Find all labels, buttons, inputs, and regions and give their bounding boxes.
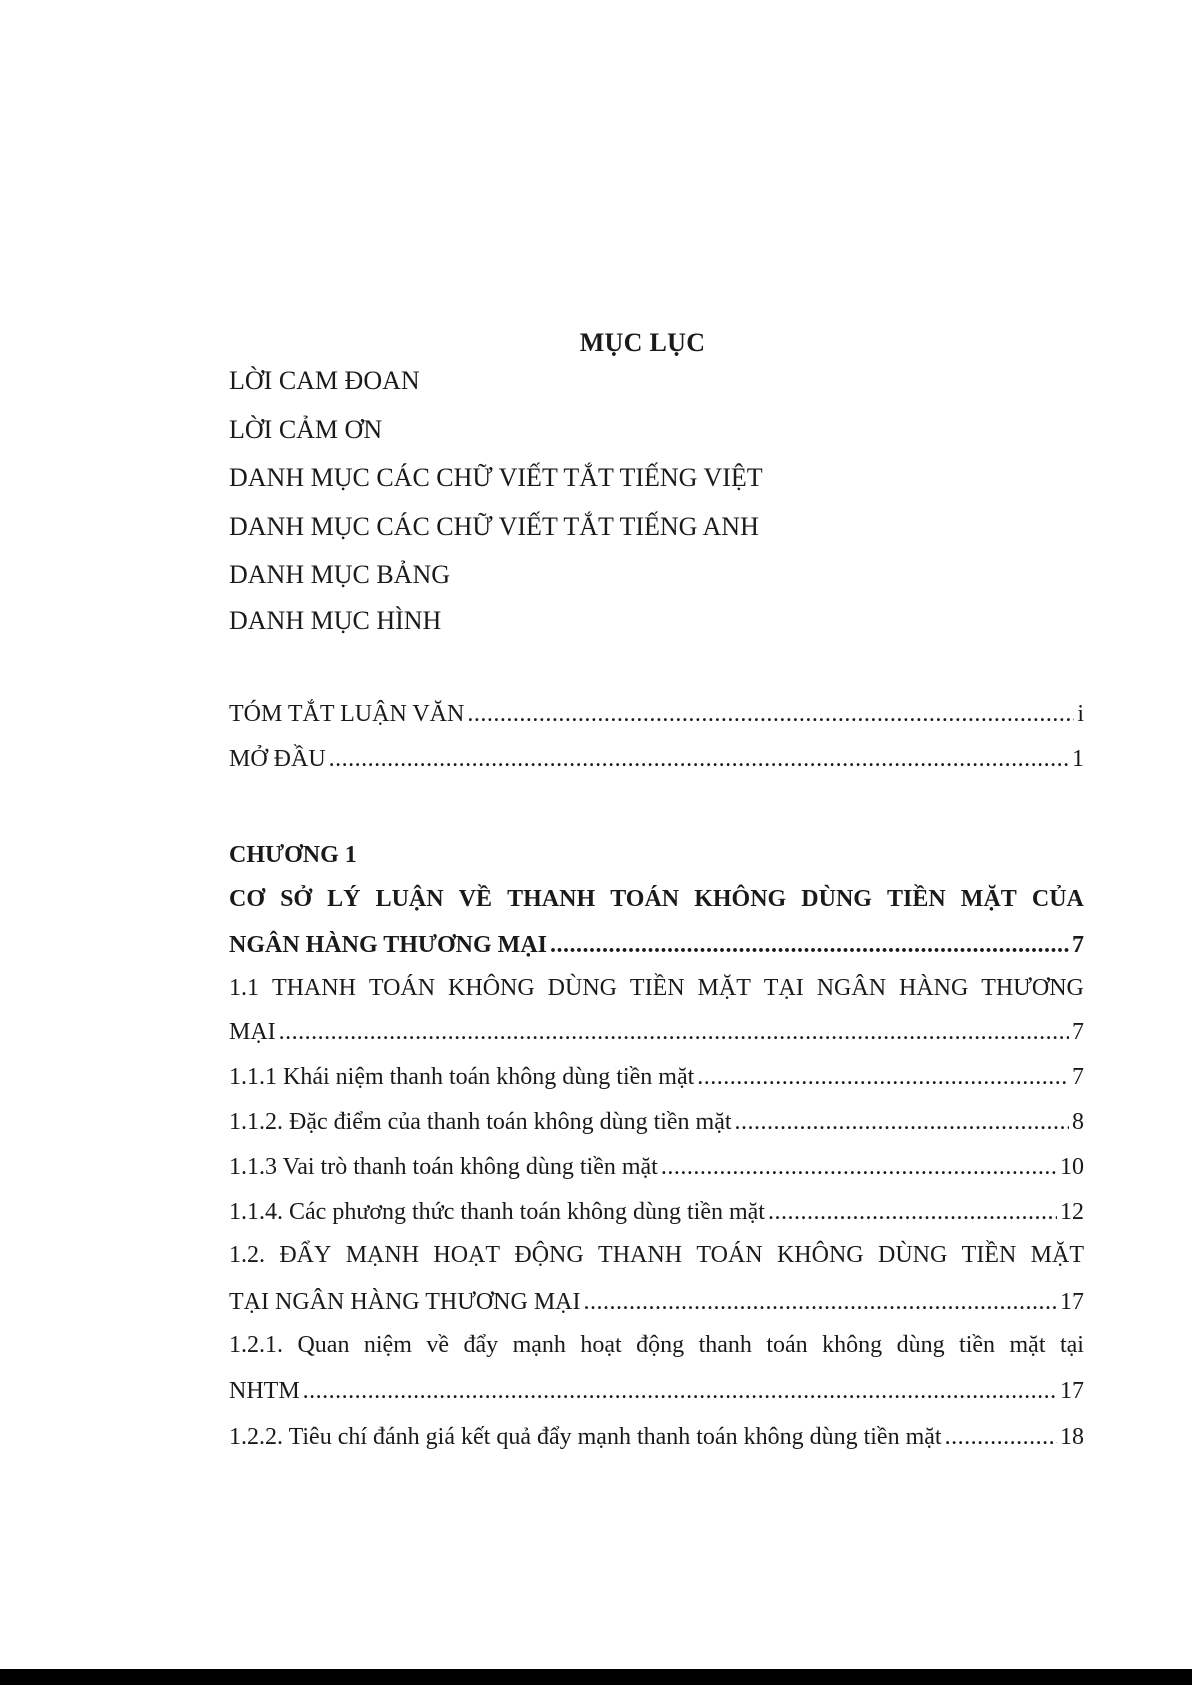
toc-front-item-declaration: LỜI CAM ĐOAN [229,366,420,395]
word: SỞ [280,886,313,912]
word: THƯƠNG [981,975,1084,1001]
word: DÙNG [801,886,872,912]
toc-entry-label: 1.1.2. Đặc điểm của thanh toán không dùng tiền mặt [229,1109,732,1135]
toc-entry-1-2-1[interactable] [229,1378,1084,1405]
word: MẠNH [345,1242,420,1268]
toc-entry-page: 7 [1072,1064,1084,1090]
toc-entry-1-1-3[interactable] [229,1154,1084,1181]
toc-entry-chapter1[interactable] [229,932,1084,959]
toc-entry-page: 10 [1060,1154,1084,1180]
toc-entry-label: TẠI NGÂN HÀNG THƯƠNG MẠI [229,1289,581,1315]
word: THANH [507,886,596,912]
word: đẩy [463,1332,499,1358]
toc-entry-label: MẠI [229,1019,276,1045]
toc-front-item-thanks: LỜI CẢM ƠN [229,415,383,444]
toc-entry-1-1-2[interactable] [229,1109,1084,1136]
leader-dots [945,1424,1057,1451]
word: hoạt [580,1332,622,1358]
word: HÀNG [898,975,969,1001]
word: MẶT [1030,1242,1084,1268]
toc-entry-page: 12 [1060,1199,1084,1225]
leader-dots [550,932,1069,959]
word: NGÂN [816,975,887,1001]
toc-front-item-vn-abbrev: DANH MỤC CÁC CHỮ VIẾT TẮT TIẾNG VIỆT [229,463,763,492]
toc-entry-page: 7 [1072,1019,1084,1045]
toc-entry-summary[interactable] [229,701,1084,728]
word: về [426,1332,449,1358]
chapter-title-line1[interactable] [229,886,1084,913]
toc-entry-label: MỞ ĐẦU [229,746,326,772]
word: ĐỘNG [514,1242,584,1268]
word: ĐẨY [279,1242,332,1268]
word: 1.2.1. [229,1332,283,1358]
toc-entry-label: NGÂN HÀNG THƯƠNG MẠI [229,932,547,958]
toc-entry-1-1-4[interactable] [229,1199,1084,1226]
word: HOẠT [433,1242,501,1268]
toc-entry-label: TÓM TẮT LUẬN VĂN [229,701,465,727]
leader-dots [768,1199,1057,1226]
toc-entry-1-1[interactable] [229,1019,1084,1046]
word: TIỀN [887,886,946,912]
word: TIỀN [961,1242,1017,1268]
leader-dots [279,1019,1069,1046]
toc-entry-page: 1 [1072,746,1084,772]
word: mạnh [512,1332,566,1358]
word: TOÁN [696,1242,763,1268]
toc-entry-label: 1.1.3 Vai trò thanh toán không dùng tiền mặt [229,1154,658,1180]
word: TOÁN [610,886,680,912]
toc-front-item-en-abbrev: DANH MỤC CÁC CHỮ VIẾT TẮT TIẾNG ANH [229,512,759,541]
toc-entry-page: i [1077,701,1084,727]
word: KHÔNG [448,975,535,1001]
toc-entry-label: 1.2.2. Tiêu chí đánh giá kết quả đẩy mạnh thanh toán không dùng tiền mặt [229,1424,942,1450]
toc-entry-page: 8 [1072,1109,1084,1135]
toc-entry-1-2[interactable] [229,1289,1084,1316]
toc-entry-1-2-2[interactable] [229,1424,1084,1451]
toc-front-item-tables: DANH MỤC BẢNG [229,560,451,589]
leader-dots [735,1109,1069,1136]
toc-section-1-1-line1[interactable] [229,975,1084,1002]
word: DÙNG [877,1242,948,1268]
toc-entry-page: 17 [1060,1378,1084,1404]
word: TIỀN [629,975,685,1001]
word: dùng [896,1332,945,1358]
leader-dots [329,746,1069,773]
word: mặt [1009,1332,1046,1358]
word: CỦA [1031,886,1084,912]
bottom-edge-bar [0,1669,1192,1685]
word: 1.2. [229,1242,265,1268]
word: thanh [698,1332,752,1358]
word: THANH [271,975,356,1001]
word: TẠI [763,975,804,1001]
toc-entry-label: 1.1.4. Các phương thức thanh toán không dùng tiền mặt [229,1199,765,1225]
word: THANH [598,1242,683,1268]
toc-entry-label: 1.1.1 Khái niệm thanh toán không dùng tiền mặt [229,1064,695,1090]
toc-entry-page: 17 [1060,1289,1084,1315]
word: MẶT [697,975,751,1001]
word: DÙNG [547,975,617,1001]
leader-dots [583,1289,1057,1316]
word: TOÁN [368,975,436,1001]
toc-entry-label: NHTM [229,1378,300,1404]
toc-entry-page: 7 [1072,932,1084,958]
toc-entry-1-1-1[interactable] [229,1064,1084,1091]
word: KHÔNG [694,886,787,912]
word: tiền [959,1332,996,1358]
word: không [822,1332,883,1358]
toc-title: MỤC LỤC [579,328,706,357]
leader-dots [467,701,1074,728]
leader-dots [303,1378,1057,1405]
word: 1.1 [229,975,259,1001]
toc-entry-page: 18 [1060,1424,1084,1450]
chapter-heading: CHƯƠNG 1 [229,842,357,868]
toc-section-1-2-line1[interactable] [229,1242,1084,1269]
word: MẶT [960,886,1017,912]
word: tại [1059,1332,1084,1358]
leader-dots [697,1064,1069,1091]
word: CƠ [229,886,265,912]
word: VỀ [458,886,493,912]
word: niệm [363,1332,412,1358]
toc-entry-intro[interactable] [229,746,1084,773]
word: LUẬN [375,886,444,912]
leader-dots [661,1154,1057,1181]
word: KHÔNG [776,1242,864,1268]
toc-section-1-2-1-line1[interactable] [229,1332,1084,1359]
toc-front-item-figures: DANH MỤC HÌNH [229,606,442,635]
word: LÝ [327,886,361,912]
word: toán [766,1332,808,1358]
word: động [636,1332,685,1358]
word: Quan [297,1332,350,1358]
